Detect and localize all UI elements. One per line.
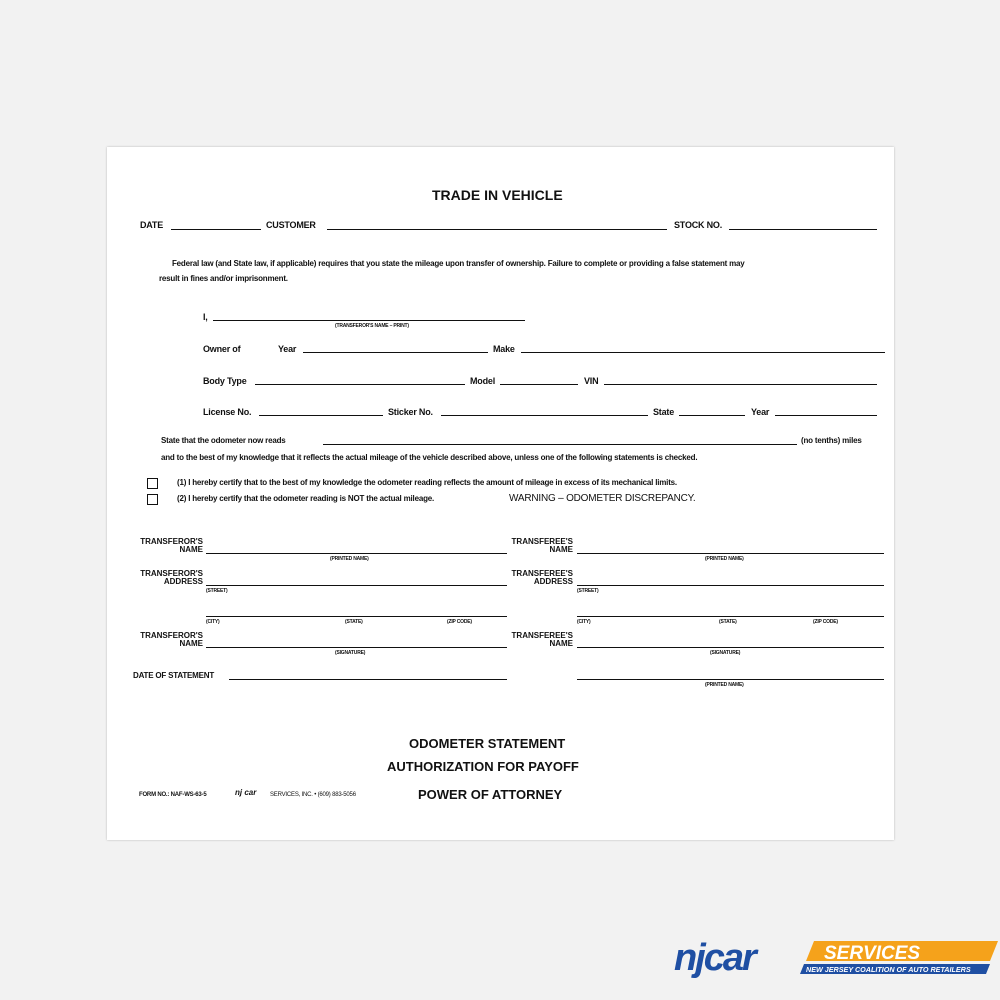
- njcar-logo-graphic: [672, 936, 1000, 984]
- transferor-name-label: TRANSFEROR'S NAME: [140, 537, 203, 554]
- transferor-signature-field[interactable]: [206, 647, 507, 648]
- stock-field[interactable]: [729, 229, 877, 230]
- transferee-street-caption: (STREET): [577, 588, 599, 594]
- odometer-reading-field[interactable]: [323, 444, 797, 445]
- odometer-discrepancy-warning: WARNING – ODOMETER DISCREPANCY.: [509, 493, 696, 504]
- footer-title-payoff: AUTHORIZATION FOR PAYOFF: [387, 759, 579, 774]
- model-label: Model: [470, 376, 495, 386]
- odometer-reads-label: State that the odometer now reads: [161, 436, 286, 445]
- transferee-city-state-zip-field[interactable]: [577, 616, 884, 617]
- license-field[interactable]: [259, 415, 383, 416]
- customer-label: CUSTOMER: [266, 220, 316, 230]
- model-field[interactable]: [500, 384, 578, 385]
- transferor-city-state-zip-field[interactable]: [206, 616, 507, 617]
- state-field[interactable]: [679, 415, 745, 416]
- transferee-printed-name-2-field[interactable]: [577, 679, 884, 680]
- transferee-state-caption: (STATE): [719, 619, 737, 625]
- imprint-text: SERVICES, INC. • (609) 883-5056: [270, 792, 356, 798]
- transferee-printed-name-2-caption: (PRINTED NAME): [705, 682, 744, 688]
- mechanical-limits-checkbox[interactable]: [147, 478, 158, 489]
- date-field[interactable]: [171, 229, 261, 230]
- transferee-signature-field[interactable]: [577, 647, 884, 648]
- transferee-city-caption: (CITY): [577, 619, 591, 625]
- sticker-label: Sticker No.: [388, 407, 433, 417]
- transferee-zip-caption: (ZIP CODE): [813, 619, 838, 625]
- vin-label: VIN: [584, 376, 599, 386]
- transferor-city-caption: (CITY): [206, 619, 220, 625]
- transferor-state-caption: (STATE): [345, 619, 363, 625]
- make-field[interactable]: [521, 352, 885, 353]
- owner-of-label: Owner of: [203, 344, 241, 354]
- transferee-printed-name-field[interactable]: [577, 553, 884, 554]
- stock-label: STOCK NO.: [674, 220, 723, 230]
- transferor-printed-name-caption: (PRINTED NAME): [330, 556, 369, 562]
- services-wordmark: SERVICES: [824, 943, 921, 964]
- no-tenths-miles-label: (no tenths) miles: [801, 436, 862, 445]
- notice-line-1: Federal law (and State law, if applicable) requires that you state the mileage upon transfer of ownership. Failure to complete or providing a false statement may: [172, 259, 745, 268]
- date-label: DATE: [140, 220, 164, 230]
- license-label: License No.: [203, 407, 252, 417]
- transferor-printed-name-field[interactable]: [206, 553, 507, 554]
- customer-field[interactable]: [327, 229, 667, 230]
- form-title: TRADE IN VEHICLE: [432, 187, 563, 203]
- logo-tagline: NEW JERSEY COALITION OF AUTO RETAILERS: [806, 965, 971, 974]
- check1-text: (1) I hereby certify that to the best of my knowledge the odometer reading reflects the amount of mileage in excess of its mechanical limits.: [177, 478, 677, 487]
- body-type-field[interactable]: [255, 384, 465, 385]
- transferee-address-label: TRANSFEREE'S ADDRESS: [511, 569, 573, 586]
- transferee-signature-caption: (SIGNATURE): [710, 650, 741, 656]
- date-of-statement-field[interactable]: [229, 679, 507, 680]
- transferee-street-field[interactable]: [577, 585, 884, 586]
- footer-title-poa: POWER OF ATTORNEY: [418, 787, 563, 802]
- imprint-brand: nj car: [235, 788, 257, 797]
- footer-title-odometer: ODOMETER STATEMENT: [409, 736, 566, 751]
- transferee-signature-label: TRANSFEREE'S NAME: [511, 631, 573, 648]
- check2-text: (2) I hereby certify that the odometer reading is NOT the actual mileage.: [177, 494, 435, 503]
- trade-in-form-sheet: [107, 147, 894, 840]
- transferor-signature-label: TRANSFEROR'S NAME: [140, 631, 203, 648]
- year2-field[interactable]: [775, 415, 877, 416]
- sticker-field[interactable]: [441, 415, 648, 416]
- year2-label: Year: [751, 407, 770, 417]
- transferor-name-field[interactable]: [213, 320, 525, 321]
- date-of-statement-label: DATE OF STATEMENT: [133, 671, 215, 680]
- make-label: Make: [493, 344, 515, 354]
- transferee-name-label: TRANSFEREE'S NAME: [511, 537, 573, 554]
- transferor-name-print-caption: (TRANSFEROR'S NAME – PRINT): [335, 323, 409, 329]
- form-number: FORM NO.: NAF-WS-63-5: [139, 792, 207, 798]
- transferor-zip-caption: (ZIP CODE): [447, 619, 472, 625]
- odometer-discrepancy-checkbox[interactable]: [147, 494, 158, 505]
- njcar-wordmark: njcar: [674, 937, 755, 979]
- notice-line-2: result in fines and/or imprisonment.: [159, 274, 288, 283]
- odometer-knowledge-text: and to the best of my knowledge that it reflects the actual mileage of the vehicle described above, unless one of the following statements is checked.: [161, 453, 698, 462]
- transferor-street-field[interactable]: [206, 585, 507, 586]
- i-label: I,: [203, 312, 208, 322]
- njcar-services-logo: [672, 936, 1000, 984]
- body-type-label: Body Type: [203, 376, 247, 386]
- transferor-street-caption: (STREET): [206, 588, 228, 594]
- transferor-signature-caption: (SIGNATURE): [335, 650, 366, 656]
- state-label: State: [653, 407, 675, 417]
- transferee-printed-name-caption: (PRINTED NAME): [705, 556, 744, 562]
- transferor-address-label: TRANSFEROR'S ADDRESS: [140, 569, 203, 586]
- year-label: Year: [278, 344, 297, 354]
- year-field[interactable]: [303, 352, 488, 353]
- vin-field[interactable]: [604, 384, 877, 385]
